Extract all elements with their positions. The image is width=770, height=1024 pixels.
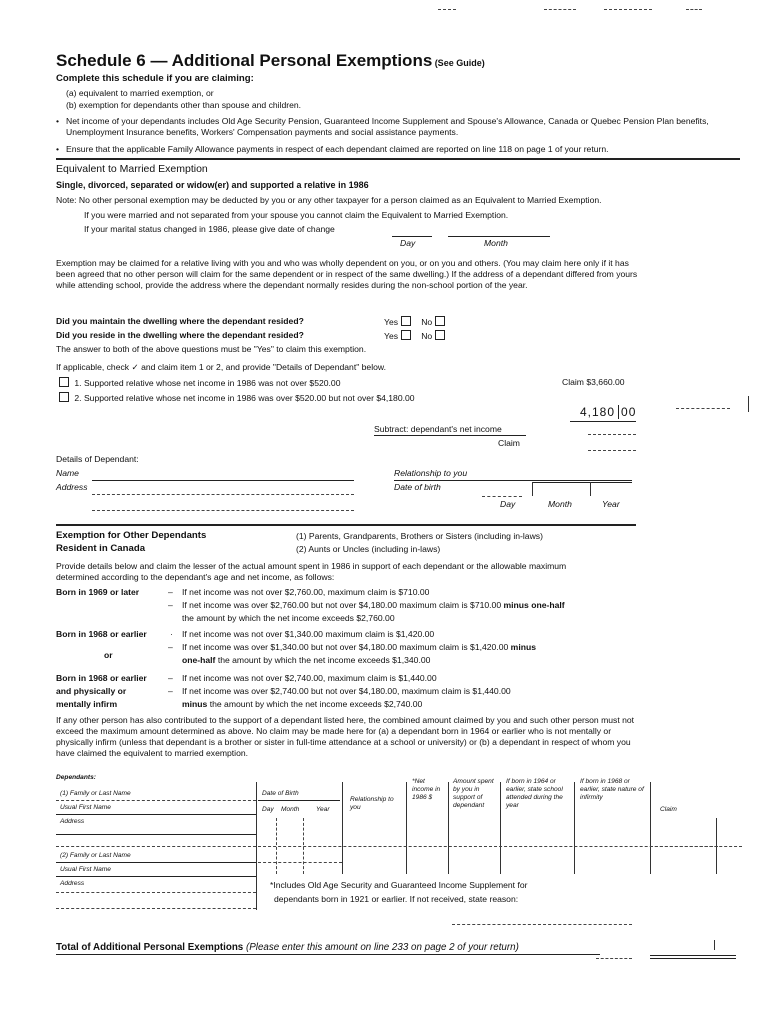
scan-mark xyxy=(438,9,456,10)
born-1968-rule-b: If net income was over $1,340.00 but not over $4,180.00 maximum claim is $1,420.00 minus xyxy=(182,642,536,652)
subtract-label: Subtract: dependant's net income xyxy=(374,424,502,434)
relationship-label: Relationship to you xyxy=(394,468,468,478)
section-divider xyxy=(56,524,636,526)
bullet-icon: • xyxy=(56,116,60,126)
column-divider xyxy=(342,782,343,874)
question-maintain-answers xyxy=(384,316,448,328)
no-label: No xyxy=(421,331,433,341)
other-heading-1: Exemption for Other Dependants xyxy=(56,530,207,541)
footnote-1: *Includes Old Age Security and Guaranteed Income Supplement for xyxy=(270,880,528,890)
born-1968-label: Born in 1968 or earlier xyxy=(56,629,147,639)
yes-label: Yes xyxy=(384,317,399,327)
scan-mark xyxy=(544,9,576,10)
section-divider xyxy=(56,158,740,160)
claim-row-1-field[interactable] xyxy=(650,846,742,847)
address-label: Address xyxy=(56,482,88,492)
total-line: Total of Additional Personal Exemptions (Please enter this amount on line 233 on page 2 of your return) xyxy=(56,942,519,953)
infirm-rule-b-cont: minus the amount by which the net income exceeds $2,740.00 xyxy=(182,699,423,709)
born-1969-rule-b-cont: the amount by which the net income exceeds $2,760.00 xyxy=(182,613,395,623)
net-income-col: *Net income in 1986 $ xyxy=(412,778,441,801)
other-intro: Provide details below and claim the lesser of the actual amount spent in 1986 in support of each dependant or the allowable maximum determined according to the dependant's age and net income, as follows: xyxy=(56,561,567,582)
claim-field[interactable] xyxy=(588,450,636,451)
question-maintain: Did you maintain the dwelling where the dependant resided? xyxy=(56,316,304,326)
infirm-label-3: mentally infirm xyxy=(56,699,118,709)
first-name-1-label: Usual First Name xyxy=(60,804,111,811)
address-1-field[interactable] xyxy=(56,834,256,835)
marital-change-note: If your marital status changed in 1986, please give date of change xyxy=(84,224,335,234)
dob-label: Date of birth xyxy=(394,482,441,492)
born-1969-rule-a: If net income was not over $2,760.00, maximum claim is $710.00 xyxy=(182,587,430,597)
dob-header-rule xyxy=(258,800,340,801)
intro-item-a: (a) equivalent to married exemption, or xyxy=(66,88,214,98)
name-label: Name xyxy=(56,468,79,478)
address-2-label: Address xyxy=(60,880,85,887)
dob-month-label: Month xyxy=(548,499,572,509)
infirm-label-1: Born in 1968 or earlier xyxy=(56,673,147,683)
subtract-field[interactable] xyxy=(588,434,636,435)
dash: – xyxy=(168,686,173,696)
item-1-row xyxy=(56,377,341,389)
dependant-address-field-2[interactable] xyxy=(92,510,354,511)
born-1969-rule-b: If net income was over $2,760.00 but not over $4,180.00 maximum claim is $710.00 minus one-half xyxy=(182,600,565,610)
scan-mark xyxy=(604,9,652,10)
total-underline xyxy=(56,954,600,955)
dash: – xyxy=(168,642,173,652)
relationship-group-2: (2) Aunts or Uncles (including in-laws) xyxy=(296,544,441,554)
column-divider xyxy=(448,782,449,874)
family-name-2-label: (2) Family or Last Name xyxy=(60,852,131,859)
item-2-amount: 4,180 00 xyxy=(580,405,637,419)
claim-label: Claim xyxy=(498,438,520,448)
yes-label: Yes xyxy=(384,331,399,341)
column-divider xyxy=(500,782,501,874)
first-name-1-field[interactable] xyxy=(56,814,256,815)
or-label: or xyxy=(104,650,113,660)
row-1-rule xyxy=(258,846,718,847)
marital-change-day-field[interactable] xyxy=(392,236,432,237)
amount-rule xyxy=(570,421,636,422)
dependants-label: Dependants: xyxy=(56,774,96,781)
relationship-field[interactable] xyxy=(394,480,632,481)
born-1968-rule-b-cont: one-half the amount by which the net income exceeds $1,340.00 xyxy=(182,655,431,665)
family-name-2-field[interactable] xyxy=(56,862,256,863)
family-name-1-field[interactable] xyxy=(56,800,256,801)
first-name-2-field[interactable] xyxy=(56,876,256,877)
dob-day-col: Day xyxy=(262,806,274,813)
item-2-text: 2. Supported relative whose net income in 1986 was over $520.00 but not over $4,180.00 xyxy=(74,393,415,403)
details-heading: Details of Dependant: xyxy=(56,454,139,464)
column-divider xyxy=(574,782,575,874)
dob-divider xyxy=(532,482,533,496)
item-2-checkbox[interactable] xyxy=(59,392,69,402)
infirm-label-2: and physically or xyxy=(56,686,127,696)
reside-no-checkbox[interactable] xyxy=(435,330,445,340)
dependant-name-field[interactable] xyxy=(92,480,354,481)
born-1968-rule-a: If net income was not over $1,340.00 maximum claim is $1,420.00 xyxy=(182,629,435,639)
equivalent-note: Note: No other personal exemption may be deducted by you or any other taxpayer for a person claimed as an Equivalent to Married Exemption. xyxy=(56,195,602,205)
intro-lead: Complete this schedule if you are claiming: xyxy=(56,73,254,84)
item-1-text: 1. Supported relative whose net income in 1986 was not over $520.00 xyxy=(74,378,341,388)
dob-day-field[interactable] xyxy=(482,496,522,497)
born-1969-label: Born in 1969 or later xyxy=(56,587,140,597)
infirm-rule-a: If net income was not over $2,740.00, maximum claim is $1,440.00 xyxy=(182,673,437,683)
equivalent-heading: Equivalent to Married Exemption xyxy=(56,163,208,175)
dash: – xyxy=(168,587,173,597)
intro-bullet-1: Net income of your dependants includes Old Age Security Pension, Guaranteed Income Supplement and Spouse's Allowance, Canada or Quebec Pension Plan benefits, Unemployment Insurance benefits, Workers' Compensation payments and social assistance payments. xyxy=(66,116,709,137)
dob-month-col: Month xyxy=(281,806,300,813)
day-label: Day xyxy=(400,238,416,248)
column-divider xyxy=(256,782,257,910)
dash: – xyxy=(168,673,173,683)
schedule-title: Schedule 6 — Additional Personal Exemptions (See Guide) xyxy=(56,51,485,70)
item-2-row xyxy=(56,392,415,404)
dob-year-col: Year xyxy=(316,806,330,813)
applicable-note: If applicable, check ✓ and claim item 1 or 2, and provide "Details of Dependant" below. xyxy=(56,362,387,372)
total-cents-divider xyxy=(714,940,715,950)
dash: · xyxy=(170,629,173,639)
answer-note: The answer to both of the above questions must be "Yes" to claim this exemption. xyxy=(56,344,367,354)
margin-mark xyxy=(748,396,749,412)
dependant-address-field[interactable] xyxy=(92,494,354,495)
footnote-2: dependants born in 1921 or earlier. If not received, state reason: xyxy=(274,894,519,904)
amount-spent-col: Amount spent by you in support of dependant xyxy=(453,778,494,809)
infirm-rule-b: If net income was over $2,740.00 but not over $4,180.00, maximum claim is $1,440.00 xyxy=(182,686,511,696)
relationship-group-1: (1) Parents, Grandparents, Brothers or Sisters (including in-laws) xyxy=(296,531,543,541)
month-label: Month xyxy=(484,238,508,248)
item-1-claim: Claim $3,660.00 xyxy=(562,377,625,387)
school-col: If born in 1964 or earlier, state school attended during the year xyxy=(506,778,563,809)
other-heading-2: Resident in Canada xyxy=(56,543,146,554)
reside-yes-checkbox[interactable] xyxy=(401,330,411,340)
column-divider xyxy=(406,782,407,874)
bullet-icon: • xyxy=(56,144,60,154)
marital-change-month-field[interactable] xyxy=(448,236,550,237)
total-amount-field[interactable] xyxy=(650,955,736,956)
claim-col: Claim xyxy=(660,806,677,813)
no-label: No xyxy=(421,317,433,327)
column-divider xyxy=(650,782,651,874)
dob-divider xyxy=(590,482,591,496)
maintain-no-checkbox[interactable] xyxy=(435,316,445,326)
row-2-rule xyxy=(258,862,342,863)
address-2-field-2[interactable] xyxy=(56,908,256,909)
equivalent-subheading: Single, divorced, separated or widow(er) and supported a relative in 1986 xyxy=(56,180,369,190)
footnote-reason-field[interactable] xyxy=(452,924,632,925)
relationship-col: Relationship to you xyxy=(350,796,394,811)
intro-bullet-2: Ensure that the applicable Family Allowance payments in respect of each dependant claimed are reported on line 118 on page 1 of your return. xyxy=(66,144,609,154)
address-1-label: Address xyxy=(60,818,85,825)
dob-month-year-field[interactable] xyxy=(532,482,632,483)
address-2-field[interactable] xyxy=(56,892,256,893)
subtract-rule xyxy=(374,435,526,436)
dash: – xyxy=(168,600,173,610)
married-note: If you were married and not separated from your spouse you cannot claim the Equivalent to Married Exemption. xyxy=(84,210,509,220)
equivalent-paragraph: Exemption may be claimed for a relative living with you and who was wholly dependent on you, or on you and others. (You may claim here only if it has been agreed that no other person will claim for the same dependent or in respect of the same dwelling.) If the address of a dependant differed from yours while attending school, provide the address where the dependant normally resides during the non-school portion of the year. xyxy=(56,258,638,290)
maintain-yes-checkbox[interactable] xyxy=(401,316,411,326)
infirmity-col: If born in 1968 or earlier, state nature of infirmity xyxy=(580,778,644,801)
question-reside: Did you reside in the dwelling where the dependant resided? xyxy=(56,330,304,340)
address-1-field-2[interactable] xyxy=(56,846,256,847)
first-name-2-label: Usual First Name xyxy=(60,866,111,873)
dob-year-label: Year xyxy=(602,499,620,509)
total-amount-double-rule xyxy=(650,958,736,959)
intro-item-b: (b) exemption for dependants other than spouse and children. xyxy=(66,100,302,110)
dob-day-label: Day xyxy=(500,499,516,509)
total-field-marker xyxy=(596,958,632,959)
item-1-checkbox[interactable] xyxy=(59,377,69,387)
other-note: If any other person has also contributed to the support of a dependant listed here, the combined amount claimed by you and such other person must not exceed the maximum amount determined as above. No claim may be made here for (a) a dependant born in 1964 or earlier who is not mentally or physically infirm (unless that dependant is a brother or sister in full-time attendance at a school or university) or (b) a dependant in respect of whom you have claimed the equivalent to married exemption. xyxy=(56,715,635,758)
question-reside-answers xyxy=(384,330,448,342)
margin-mark xyxy=(676,408,730,409)
family-name-1-label: (1) Family or Last Name xyxy=(60,790,131,797)
scan-mark xyxy=(686,9,702,10)
dob-header: Date of Birth xyxy=(262,790,299,797)
